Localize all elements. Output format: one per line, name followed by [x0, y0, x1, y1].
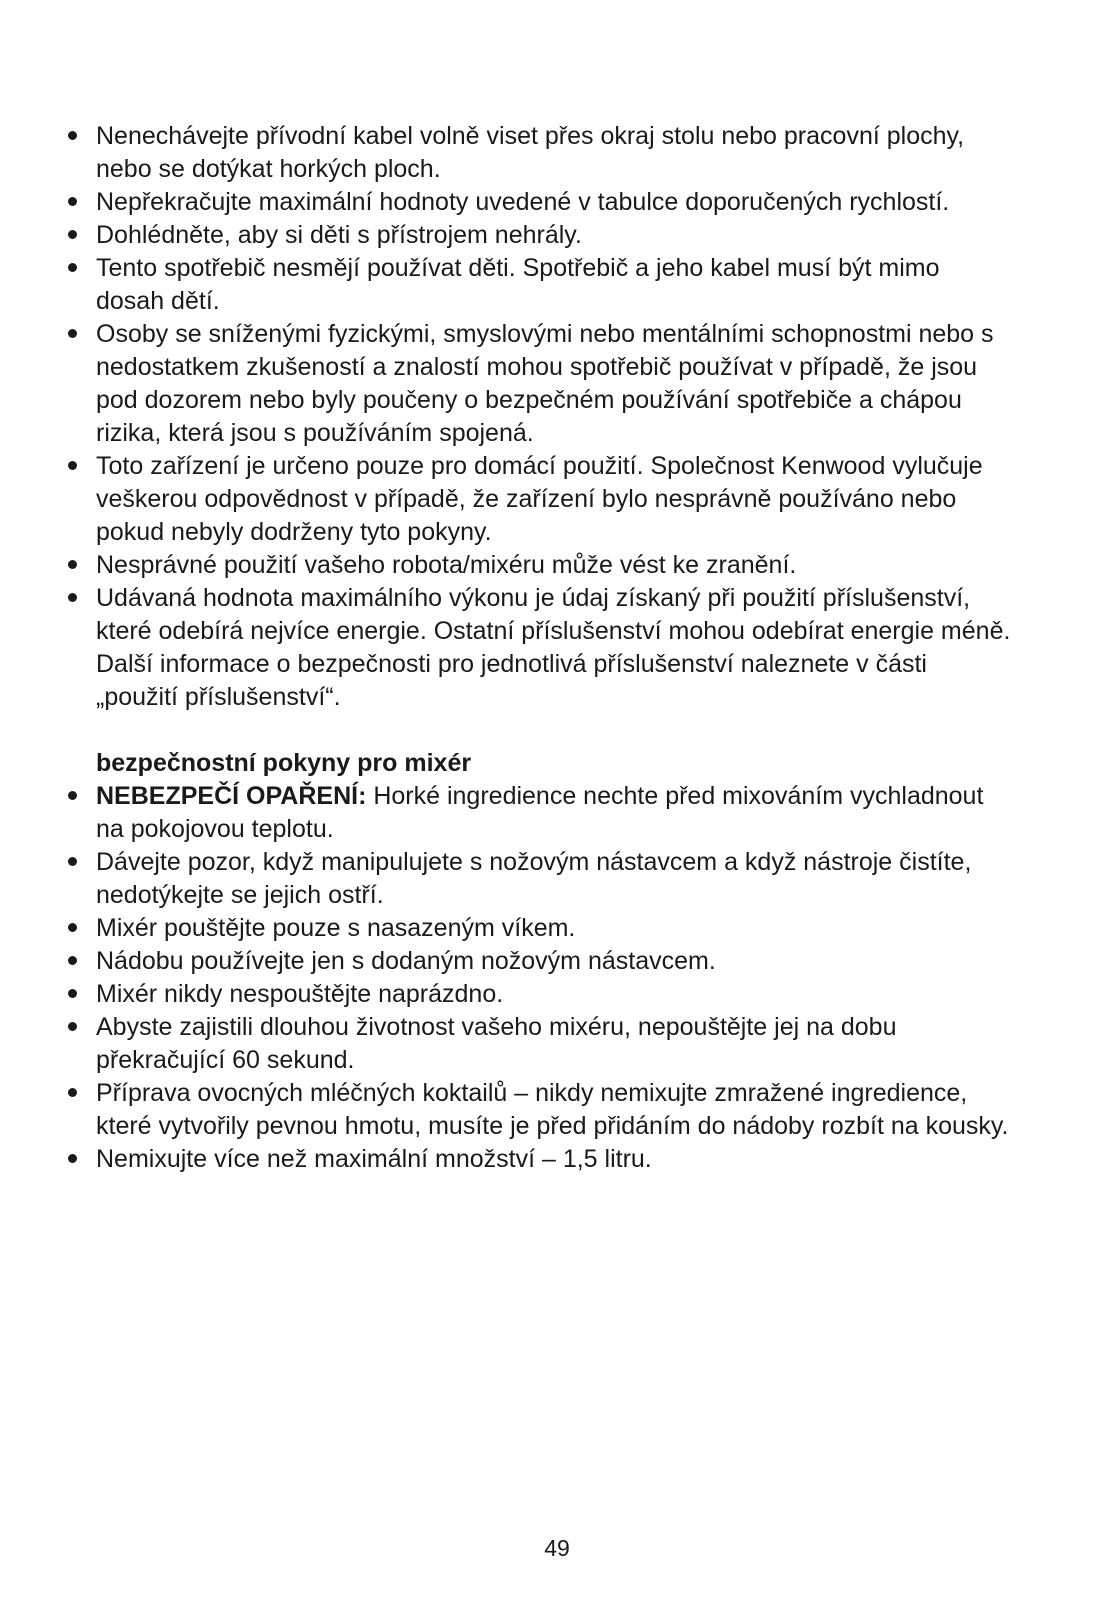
additional-info-paragraph: Další informace o bezpečnosti pro jednotlivá příslušenství naleznete v části „použití příslušenství“.	[96, 650, 927, 711]
bullet-item: Udávaná hodnota maximálního výkonu je údaj získaný při použití příslušenství, které odebírá nejvíce energie. Ostatní příslušenství mohou odebírat energie méně.	[96, 582, 1014, 648]
bullet-item: Nádobu používejte jen s dodaným nožovým nástavcem.	[96, 945, 1014, 978]
bullet-item: Osoby se sníženými fyzickými, smyslovými nebo mentálními schopnostmi nebo s nedostatkem zkušeností a znalostí mohou spotřebič používat v případě, že jsou pod dozorem nebo byly poučeny o bezpečném používání spotřebiče a chápou rizika, která jsou s používáním spojená.	[96, 318, 1014, 450]
bullet-item: Nesprávné použití vašeho robota/mixéru může vést ke zranění.	[96, 549, 1014, 582]
bullet-item: Dohlédněte, aby si děti s přístrojem nehrály.	[96, 219, 1014, 252]
bullet-item: NEBEZPEČÍ OPAŘENÍ: Horké ingredience nechte před mixováním vychladnout na pokojovou teplotu.	[96, 780, 1014, 846]
bullet-item: Nepřekračujte maximální hodnoty uvedené v tabulce doporučených rychlostí.	[96, 186, 1014, 219]
bullet-item: Mixér pouštějte pouze s nasazeným víkem.	[96, 912, 1014, 945]
bullet-item: Dávejte pozor, když manipulujete s nožovým nástavcem a když nástroje čistíte, nedotýkejte se jejich ostří.	[96, 846, 1014, 912]
bullet-item: Nenechávejte přívodní kabel volně viset přes okraj stolu nebo pracovní plochy, nebo se dotýkat horkých ploch.	[96, 120, 1014, 186]
general-safety-bullet-list	[96, 120, 1014, 648]
bullet-item: Mixér nikdy nespouštějte naprázdno.	[96, 978, 1014, 1011]
mixer-safety-bullet-list	[96, 780, 1014, 1176]
page-number: 49	[544, 1535, 570, 1561]
bullet-item-bold-lead: NEBEZPEČÍ OPAŘENÍ:	[96, 782, 374, 810]
bullet-item: Abyste zajistili dlouhou životnost vašeho mixéru, nepouštějte jej na dobu překračující 60 sekund.	[96, 1011, 1014, 1077]
bullet-item: Toto zařízení je určeno pouze pro domácí použití. Společnost Kenwood vylučuje veškerou odpovědnost v případě, že zařízení bylo nesprávně používáno nebo pokud nebyly dodrženy tyto pokyny.	[96, 450, 1014, 549]
mixer-safety-heading: bezpečnostní pokyny pro mixér	[96, 749, 472, 777]
bullet-item: Příprava ovocných mléčných koktailů – nikdy nemixujte zmražené ingredience, které vytvořily pevnou hmotu, musíte je před přidáním do nádoby rozbít na kousky.	[96, 1077, 1014, 1143]
bullet-item: Tento spotřebič nesmějí používat děti. Spotřebič a jeho kabel musí být mimo dosah dětí.	[96, 252, 1014, 318]
page-content	[96, 120, 1014, 1176]
bullet-item: Nemixujte více než maximální množství – 1,5 litru.	[96, 1143, 1014, 1176]
